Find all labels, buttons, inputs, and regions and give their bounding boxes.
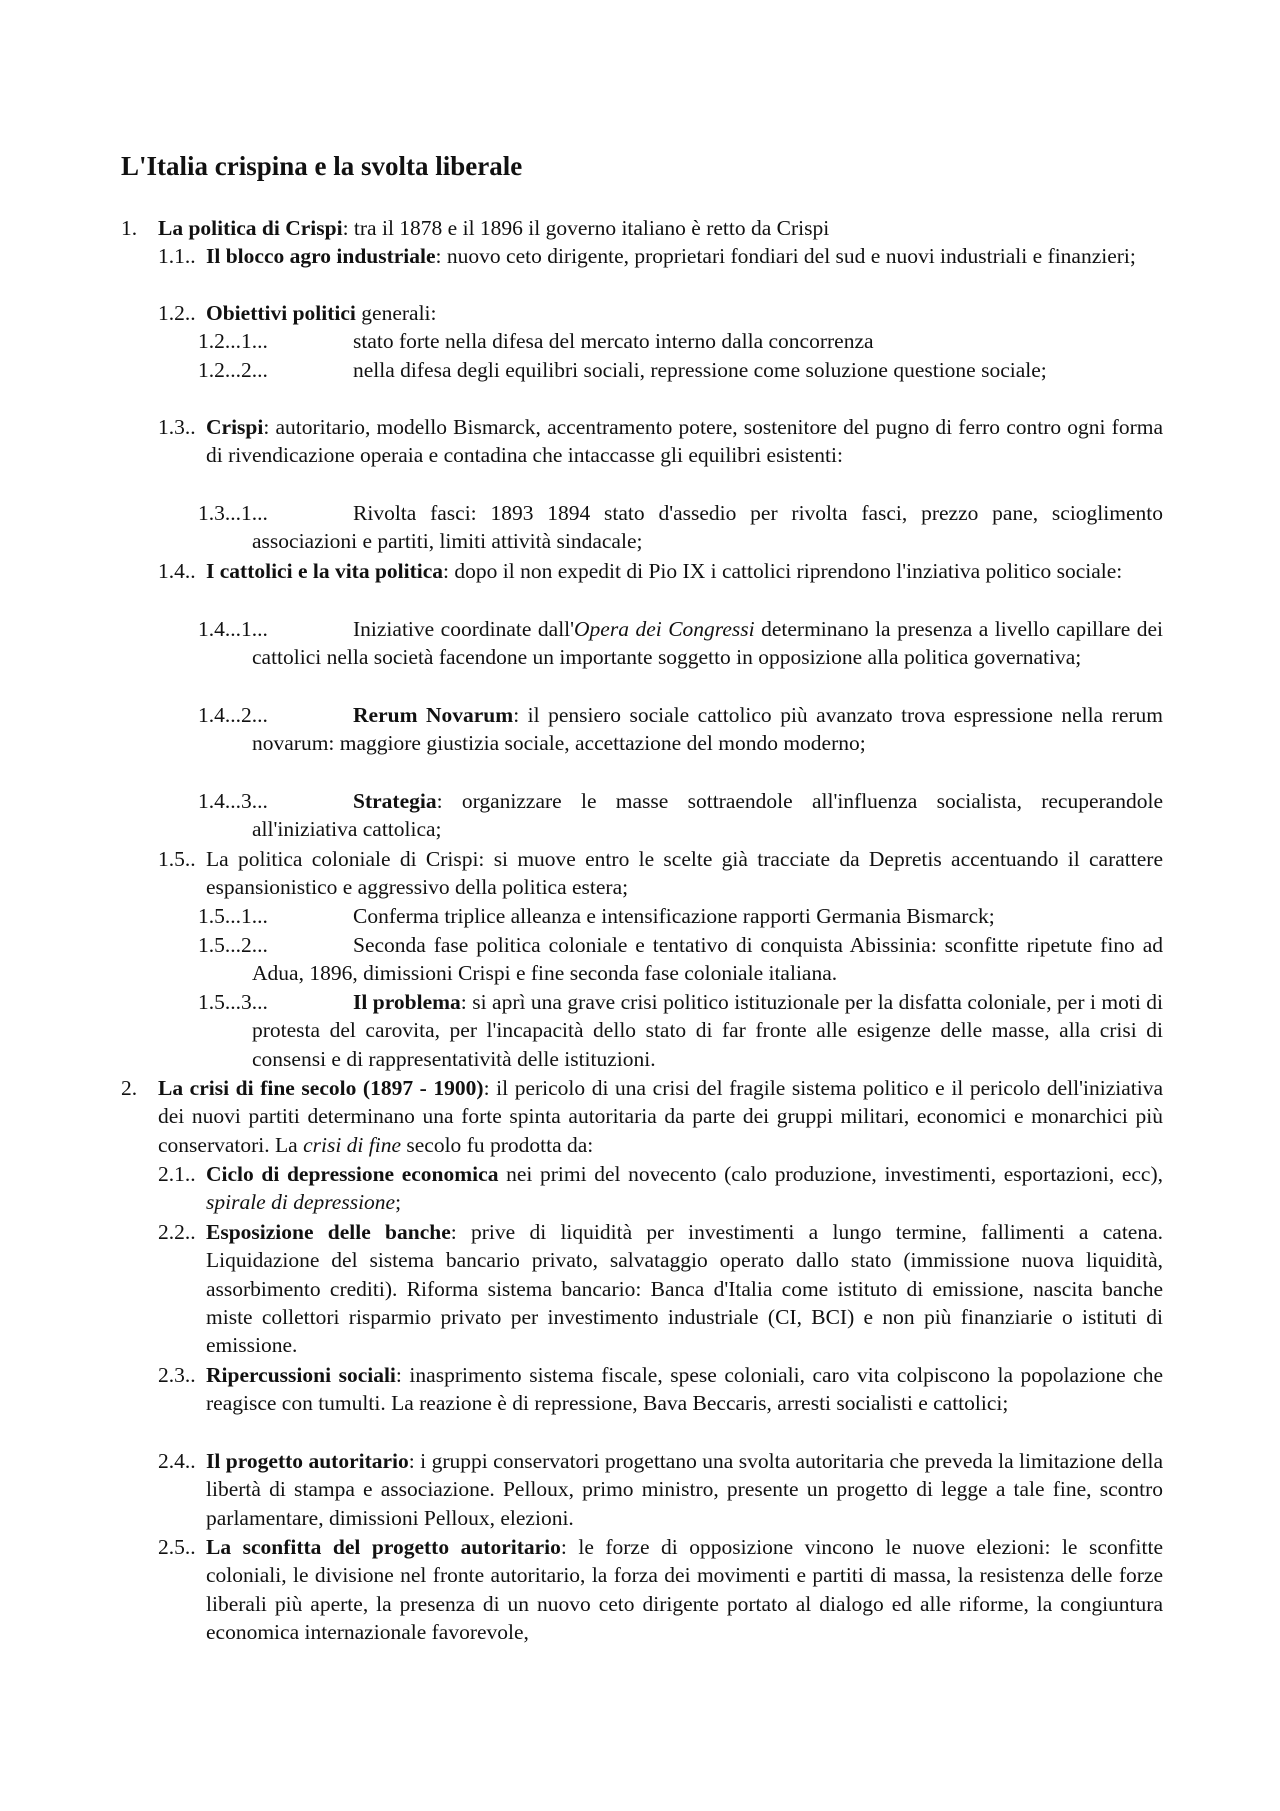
item-number: 1.4..	[158, 559, 196, 583]
emphasis: spirale di depressione	[206, 1190, 396, 1215]
list-item-1-5-1	[0, 902, 1280, 930]
item-heading: Crispi	[206, 415, 264, 439]
item-heading: Il progetto autoritario	[206, 1449, 409, 1473]
item-number: 1.5...1...	[198, 904, 268, 928]
list-item-1-4-1	[0, 615, 1280, 672]
list-item-1-2	[0, 299, 1280, 327]
item-heading: I cattolici e la vita politica	[206, 559, 444, 583]
item-text: Crispi: autoritario, modello Bismarck, accentramento potere, sostenitore del pugno di ferro contro ogni forma di rivendicazione operaia e contadina che intaccasse gli equilibri esistenti:	[206, 415, 1163, 468]
item-heading: La crisi di fine secolo (1897 - 1900)	[158, 1076, 484, 1100]
item-number: 1.3..	[158, 415, 196, 439]
item-number: 2.1..	[158, 1162, 196, 1186]
item-heading: Obiettivi politici	[206, 301, 356, 325]
list-item-1-4	[0, 557, 1280, 585]
item-text: Rivolta fasci: 1893 1894 stato d'assedio per rivolta fasci, prezzo pane, scioglimento associazioni e partiti, limiti attività sindacale;	[252, 501, 1163, 554]
item-heading: Esposizione delle banche	[206, 1220, 451, 1244]
item-text: Conferma triplice alleanza e intensificazione rapporti Germania Bismarck;	[353, 904, 995, 928]
emphasis: crisi di fine	[303, 1132, 401, 1157]
item-number: 1.3...1...	[198, 501, 268, 525]
item-text: Il blocco agro industriale: nuovo ceto dirigente, proprietari fondiari del sud e nuovi industriali e finanzieri;	[206, 244, 1136, 268]
item-number: 2.2..	[158, 1220, 196, 1244]
list-item-1-2-2	[0, 356, 1280, 384]
item-number: 2.5..	[158, 1535, 196, 1559]
item-text: stato forte nella difesa del mercato interno dalla concorrenza	[353, 329, 874, 353]
item-text: Rerum Novarum: il pensiero sociale cattolico più avanzato trova espressione nella rerum novarum: maggiore giustizia sociale, accettazione del mondo moderno;	[252, 703, 1164, 756]
list-item-1-3	[0, 413, 1280, 470]
item-number: 1.2...2...	[198, 358, 268, 382]
list-item-2-4	[0, 1447, 1280, 1532]
list-item-2-5	[0, 1533, 1280, 1646]
item-text: Il progetto autoritario: i gruppi conservatori progettano una svolta autoritaria che preveda la limitazione della libertà di stampa e associazione. Pelloux, primo ministro, presente un progetto di legge a tale fine, scontro parlamentare, dimissioni Pelloux, elezioni.	[206, 1449, 1163, 1530]
item-number: 2.3..	[158, 1363, 196, 1387]
list-item-2-3	[0, 1361, 1280, 1418]
item-number: 1.2...1...	[198, 329, 268, 353]
item-text: Ciclo di depressione economica nei primi del novecento (calo produzione, investimenti, esportazioni, ecc), spirale di depressione;	[206, 1162, 1164, 1215]
item-number: 1.5...2...	[198, 933, 268, 957]
item-text: Obiettivi politici generali:	[206, 301, 437, 325]
item-number: 1.5..	[158, 847, 196, 871]
item-heading: Ripercussioni sociali	[206, 1363, 396, 1387]
item-text: La crisi di fine secolo (1897 - 1900): il pericolo di una crisi del fragile sistema politico e il pericolo dell'iniziativa dei nuovi partiti determinano una forte spinta autoritaria da parte dei gruppi militari, economici e monarchici più conservatori. La crisi di fine secolo fu prodotta da:	[158, 1076, 1163, 1157]
item-number: 2.4..	[158, 1449, 196, 1473]
list-item-1-5	[0, 845, 1280, 902]
list-item-1-1	[0, 242, 1280, 270]
list-item-1-2-1	[0, 327, 1280, 355]
item-heading: La sconfitta del progetto autoritario	[206, 1535, 561, 1559]
item-text: nella difesa degli equilibri sociali, repressione come soluzione questione sociale;	[353, 358, 1047, 382]
list-item-1-5-2	[0, 931, 1280, 988]
item-number: 2.	[121, 1076, 138, 1100]
item-text: La politica coloniale di Crispi: si muove entro le scelte già tracciate da Depretis accentuando il carattere espansionistico e aggressivo della politica estera;	[206, 847, 1163, 900]
item-text: Il problema: si aprì una grave crisi politico istituzionale per la disfatta coloniale, per i moti di protesta del carovita, per l'incapacità dello stato di far fronte alle esigenze delle masse, alla crisi di consensi e di rappresentatività delle istituzioni.	[252, 990, 1163, 1071]
item-heading: Rerum Novarum	[353, 703, 514, 727]
list-item-1-4-2	[0, 701, 1280, 758]
item-number: 1.2..	[158, 301, 196, 325]
item-heading: Ciclo di depressione economica	[206, 1162, 499, 1186]
item-heading: Strategia	[353, 789, 437, 813]
item-text: Esposizione delle banche: prive di liquidità per investimenti a lungo termine, fallimenti a catena. Liquidazione del sistema bancario privato, salvataggio operato dallo stato (immissione nuova liquidità, assorbimento crediti). Riforma sistema bancario: Banca d'Italia come istituto di emissione, nascita banche miste collettori risparmio privato per investimento industriale (CI, BCI) e non più finanziarie o istituti di emissione.	[206, 1220, 1163, 1358]
item-text: Strategia: organizzare le masse sottraendole all'influenza socialista, recuperandole all'iniziativa cattolica;	[252, 789, 1163, 842]
list-item-2	[0, 1074, 1280, 1159]
item-heading: Il problema	[353, 990, 461, 1014]
item-text: I cattolici e la vita politica: dopo il non expedit di Pio IX i cattolici riprendono l'inziativa politico sociale:	[206, 559, 1123, 583]
list-item-1-3-1	[0, 499, 1280, 556]
item-text: Seconda fase politica coloniale e tentativo di conquista Abissinia: sconfitte ripetute fino ad Adua, 1896, dimissioni Crispi e fine seconda fase coloniale italiana.	[252, 933, 1163, 986]
item-heading: La politica di Crispi	[158, 216, 343, 240]
item-number: 1.	[121, 216, 138, 240]
list-item-2-1	[0, 1160, 1280, 1217]
list-item-2-2	[0, 1218, 1280, 1359]
list-item-1-5-3	[0, 988, 1280, 1073]
item-text: Ripercussioni sociali: inasprimento sistema fiscale, spese coloniali, caro vita colpiscono la popolazione che reagisce con tumulti. La reazione è di repressione, Bava Beccaris, arresti socialisti e cattolici;	[206, 1363, 1164, 1416]
item-heading: Il blocco agro industriale	[206, 244, 436, 268]
item-text: Iniziative coordinate dall'Opera dei Congressi determinano la presenza a livello capillare dei cattolici nella società facendone un importante soggetto in opposizione alla politica governativa;	[252, 617, 1163, 670]
item-number: 1.4...3...	[198, 789, 268, 813]
page-title: L'Italia crispina e la svolta liberale	[121, 151, 523, 181]
item-number: 1.1..	[158, 244, 196, 268]
item-text: La politica di Crispi: tra il 1878 e il 1896 il governo italiano è retto da Crispi	[158, 216, 830, 240]
list-item-1-4-3	[0, 787, 1280, 844]
item-number: 1.4...1...	[198, 617, 268, 641]
item-number: 1.5...3...	[198, 990, 268, 1014]
item-text: La sconfitta del progetto autoritario: le forze di opposizione vincono le nuove elezioni: le sconfitte coloniali, le divisione nel fronte autoritario, la forza dei movimenti e partiti di massa, la resistenza delle forze liberali più aperte, la presenza di un nuovo ceto dirigente portato al dialogo ed alle riforme, la congiuntura economica internazionale favorevole,	[206, 1535, 1163, 1644]
emphasis: Opera dei Congressi	[574, 617, 755, 641]
list-item-1	[0, 214, 1280, 242]
item-number: 1.4...2...	[198, 703, 268, 727]
